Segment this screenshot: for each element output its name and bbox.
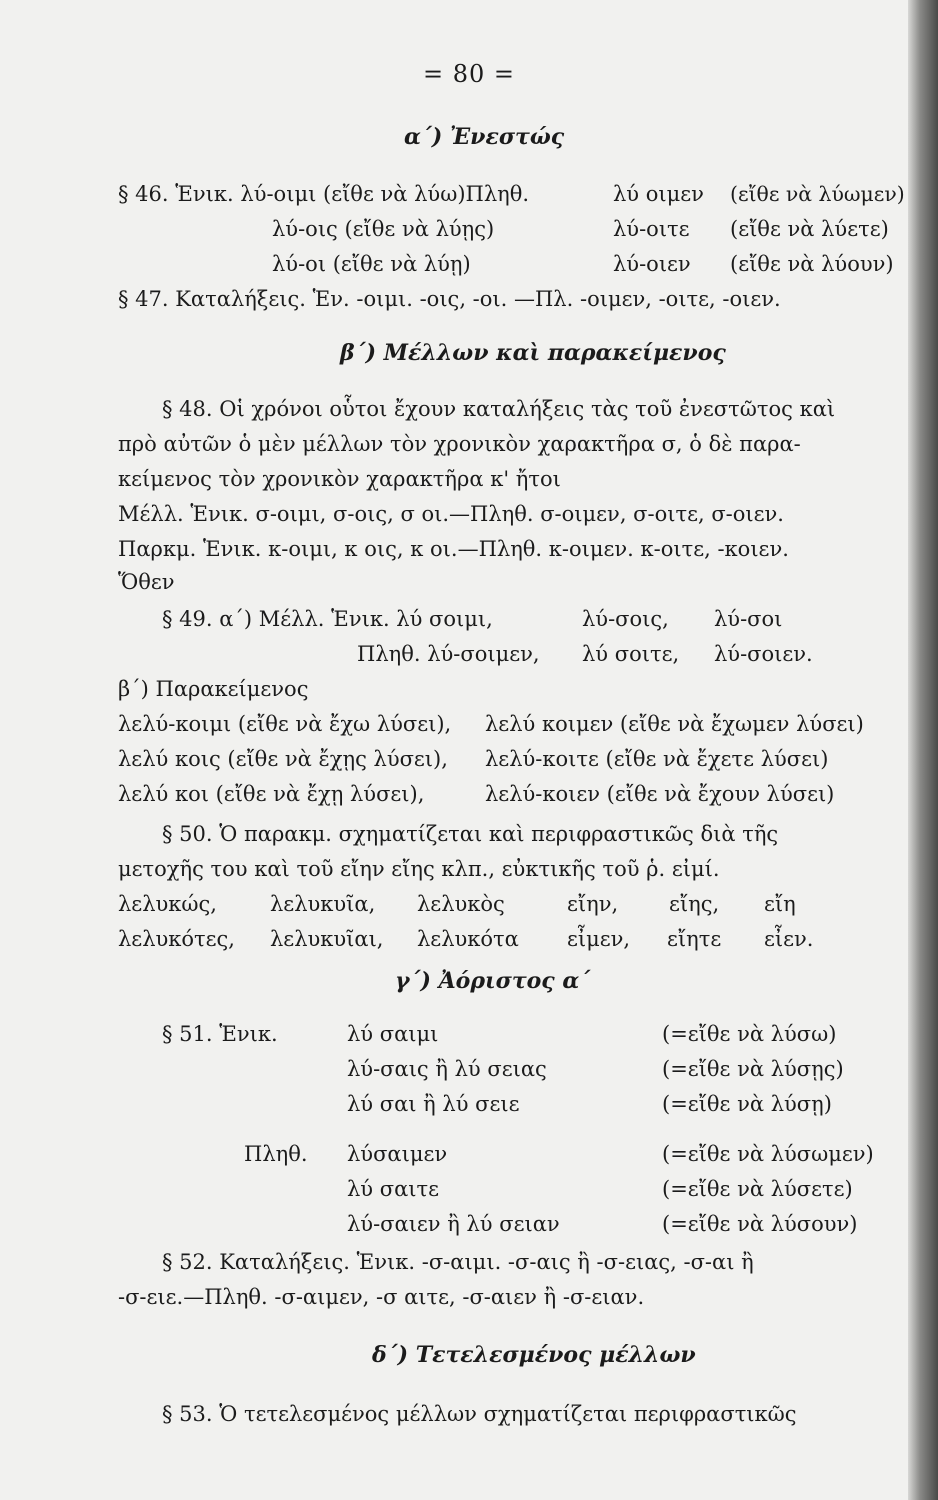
s51-line6-b: λύ-σαιεν ἢ λύ σειαν xyxy=(347,1212,560,1236)
s50-line1: § 50. Ὁ παρακμ. σχηματίζεται καὶ περιφραστικῶς διὰ τῆς xyxy=(162,822,779,846)
heading-future-perfect: β΄) Μέλλων καὶ παρακείμενος xyxy=(340,340,726,366)
s52-line2: -σ-ειε.—Πληθ. -σ-αιμεν, -σ αιτε, -σ-αιεν ἢ -σ-ειαν. xyxy=(118,1285,645,1309)
s52-line1: § 52. Καταλήξεις. Ἑνικ. -σ-αιμι. -σ-αις ἢ -σ-ειας, -σ-αι ἢ xyxy=(162,1250,754,1274)
heading-future-perfect-tense: δ΄) Τετελεσμένος μέλλων xyxy=(372,1342,696,1368)
heading-aorist: γ΄) Ἀόριστος α΄ xyxy=(395,968,591,994)
s49-line2-c: λύ-σοιεν. xyxy=(714,642,813,666)
s47-line: § 47. Καταλήξεις. Ἑν. -οιμι. -οις, -οι. —Πλ. -οιμεν, -οιτε, -οιεν. xyxy=(118,287,781,311)
s49-line5-a: λελύ κοις (εἴθε νὰ ἔχῃς λύσει), xyxy=(118,747,448,771)
s49-line3: β΄) Παρακείμενος xyxy=(118,677,309,701)
s46-line3-c: (εἴθε νὰ λύουν) xyxy=(730,252,894,276)
s51-line2-c: (=εἴθε νὰ λύσῃς) xyxy=(662,1057,844,1081)
s46-line2-b: λύ-οιτε xyxy=(613,217,690,241)
s51-line3-b: λύ σαι ἢ λύ σειε xyxy=(347,1092,520,1116)
s51-line1-a: § 51. Ἑνικ. xyxy=(162,1022,278,1046)
s46-line2-c: (εἴθε νὰ λύετε) xyxy=(730,217,889,241)
s51-line6-c: (=εἴθε νὰ λύσουν) xyxy=(662,1212,858,1236)
s49-line6-b: λελύ-κοιεν (εἴθε νὰ ἔχουν λύσει) xyxy=(485,782,835,806)
s50-line2: μετοχῆς του καὶ τοῦ εἴην εἴης κλπ., εὐκτικῆς τοῦ ῥ. εἰμί. xyxy=(118,857,720,881)
s51-line4-a: Πληθ. xyxy=(244,1142,308,1166)
s51-line5-c: (=εἴθε νὰ λύσετε) xyxy=(662,1177,853,1201)
s50-line3-f: εἴη xyxy=(764,892,796,916)
s50-line4-f: εἶεν. xyxy=(764,927,814,951)
page-number: = 80 = xyxy=(422,60,515,88)
s48-line6: Ὅθεν xyxy=(118,570,175,594)
s49-line6-a: λελύ κοι (εἴθε νὰ ἔχῃ λύσει), xyxy=(118,782,425,806)
heading-present: α΄) Ἐνεστώς xyxy=(404,124,565,150)
s51-line4-b: λύσαιμεν xyxy=(347,1142,448,1166)
s46-line1-b: λύ οιμεν xyxy=(613,182,704,206)
s51-line1-c: (=εἴθε νὰ λύσω) xyxy=(662,1022,837,1046)
s50-line4-a: λελυκότες, xyxy=(118,927,235,951)
s50-line4-e: εἴητε xyxy=(667,927,722,951)
s48-line5: Παρκμ. Ἑνικ. κ-οιμι, κ οις, κ οι.—Πληθ. κ-οιμεν. κ-οιτε, -κοιεν. xyxy=(118,537,789,561)
s51-line2-b: λύ-σαις ἢ λύ σειας xyxy=(347,1057,547,1081)
s46-line1-a: § 46. Ἑνικ. λύ-οιμι (εἴθε νὰ λύω)Πληθ. xyxy=(118,182,530,206)
s50-line4-c: λελυκότα xyxy=(417,927,519,951)
s46-line2-a: λύ-οις (εἴθε νὰ λύῃς) xyxy=(272,217,495,241)
s50-line3-d: εἴην, xyxy=(567,892,619,916)
s49-line1-b: λύ-σοις, xyxy=(582,607,669,631)
s50-line4-b: λελυκυῖαι, xyxy=(270,927,384,951)
s49-line4-a: λελύ-κοιμι (εἴθε νὰ ἔχω λύσει), xyxy=(118,712,452,736)
s50-line3-c: λελυκὸς xyxy=(417,892,505,916)
s51-line1-b: λύ σαιμι xyxy=(347,1022,439,1046)
s49-line2-a: Πληθ. λύ-σοιμεν, xyxy=(357,642,540,666)
s53-line1: § 53. Ὁ τετελεσμένος μέλλων σχηματίζεται περιφραστικῶς xyxy=(162,1402,797,1426)
s50-line3-e: εἴης, xyxy=(669,892,720,916)
s48-line3: κείμενος τὸν χρονικὸν χαρακτῆρα κ' ἤτοι xyxy=(118,467,561,491)
s49-line2-b: λύ σοιτε, xyxy=(582,642,680,666)
s46-line3-a: λύ-οι (εἴθε νὰ λύῃ) xyxy=(272,252,471,276)
s48-line1: § 48. Οἱ χρόνοι οὗτοι ἔχουν καταλήξεις τὰς τοῦ ἐνεστῶτος καὶ xyxy=(162,397,836,421)
book-binding-edge xyxy=(908,0,938,1500)
s51-line3-c: (=εἴθε νὰ λύσῃ) xyxy=(662,1092,832,1116)
s48-line2: πρὸ αὐτῶν ὁ μὲν μέλλων τὸν χρονικὸν χαρακτῆρα σ, ὁ δὲ παρα- xyxy=(118,432,801,456)
s49-line1-c: λύ-σοι xyxy=(714,607,783,631)
s51-line5-b: λύ σαιτε xyxy=(347,1177,439,1201)
s50-line3-b: λελυκυῖα, xyxy=(270,892,376,916)
s50-line4-d: εἶμεν, xyxy=(567,927,631,951)
s49-line1-a: § 49. α΄) Μέλλ. Ἑνικ. λύ σοιμι, xyxy=(162,607,493,631)
s48-line4: Μέλλ. Ἑνικ. σ-οιμι, σ-οις, σ οι.—Πληθ. σ-οιμεν, σ-οιτε, σ-οιεν. xyxy=(118,502,784,526)
s51-line4-c: (=εἴθε νὰ λύσωμεν) xyxy=(662,1142,874,1166)
s46-line3-b: λύ-οιεν xyxy=(613,252,691,276)
s49-line4-b: λελύ κοιμεν (εἴθε νὰ ἔχωμεν λύσει) xyxy=(485,712,864,736)
s50-line3-a: λελυκώς, xyxy=(118,892,217,916)
s49-line5-b: λελύ-κοιτε (εἴθε νὰ ἔχετε λύσει) xyxy=(485,747,829,771)
s46-line1-c: (εἴθε νὰ λύωμεν) xyxy=(730,182,905,206)
